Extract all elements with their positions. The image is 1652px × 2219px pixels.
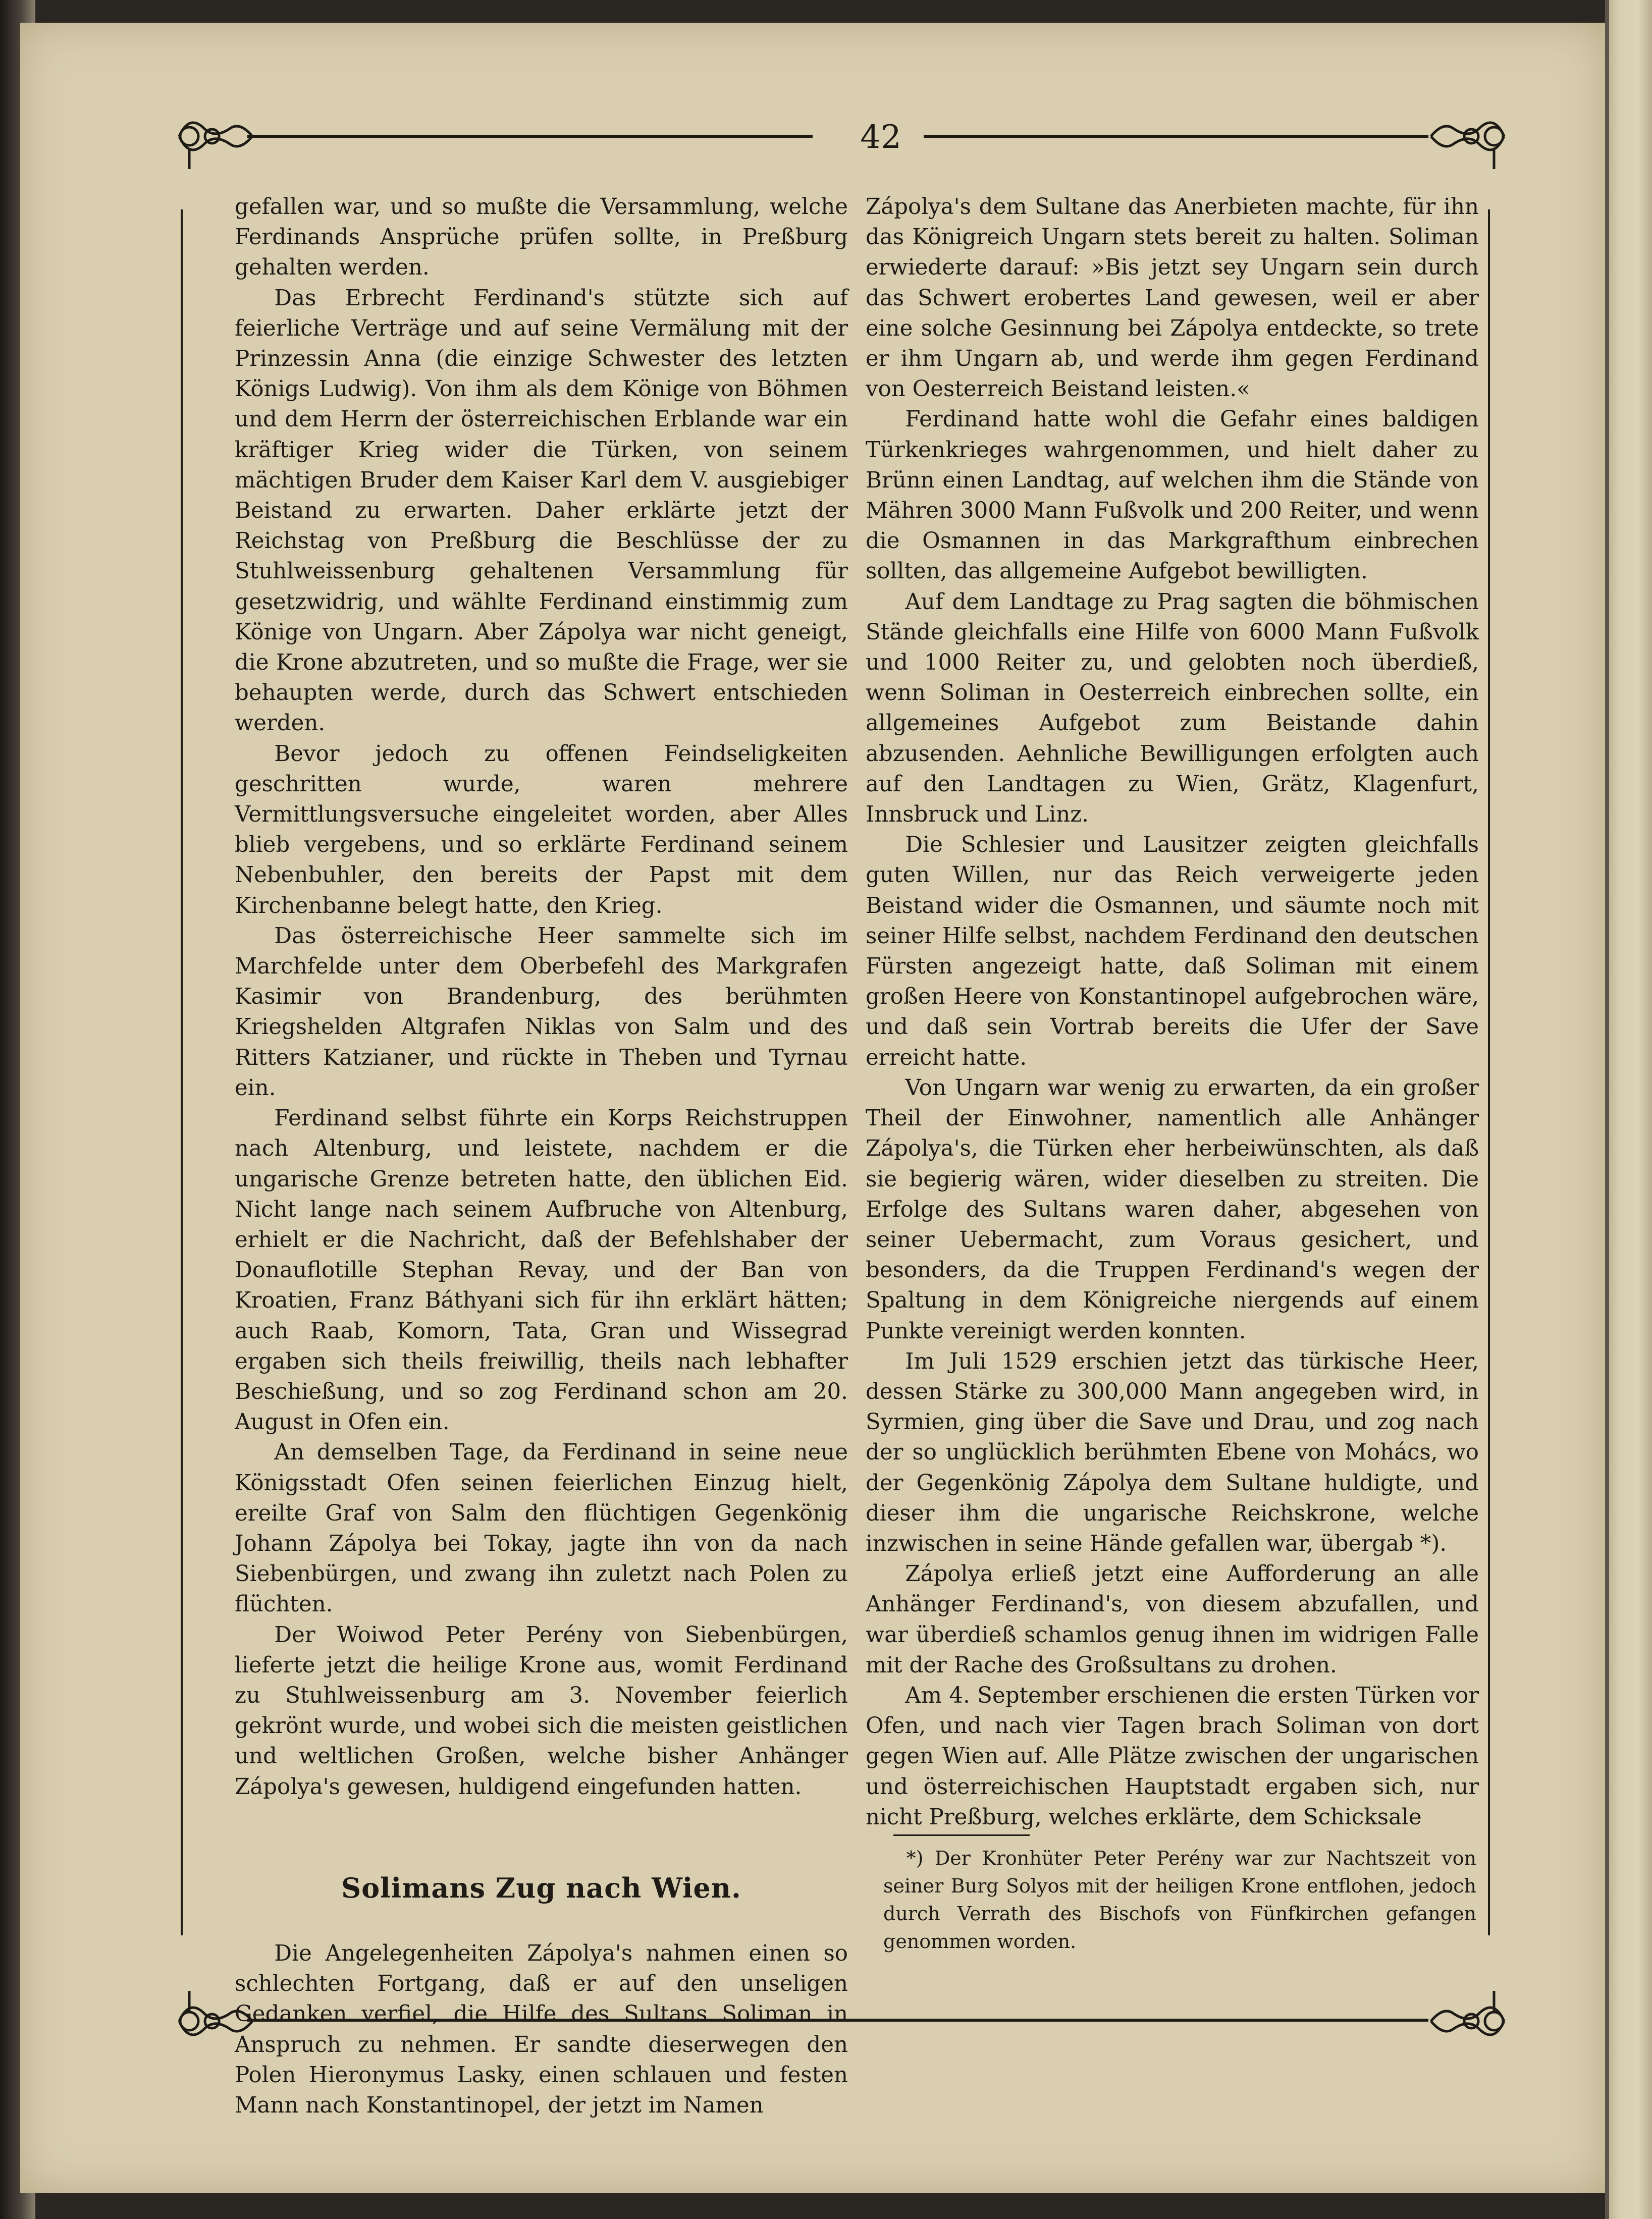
paragraph: Am 4. September erschienen die ersten Türken vor Ofen, und nach vier Tagen brach Soliman von dort gegen Wien auf. Alle Plätze zwischen der ungarischen und österreichischen Hauptstadt ergaben sich, nur nicht Preßburg, welches erklärte, dem Schicksale <box>866 1683 1479 1830</box>
paragraph: Zápolya's dem Sultane das Anerbieten machte, für ihn das Königreich Ungarn stets bereit zu halten. Soliman erwiederte darauf: »Bis jetzt sey Ungarn sein durch das Schwert erobertes Land gewesen, weil er aber eine solche Gesinnung bei Zápolya entdeckte, so trete er ihm Ungarn ab, und werde ihm gegen Ferdinand von Oesterreich Beistand leisten.« <box>866 194 1479 402</box>
header-rule-right <box>924 135 1428 138</box>
paragraph: gefallen war, und so mußte die Versammlung, welche Ferdinands Ansprüche prüfen sollte, in Preßburg gehalten werden. <box>235 194 848 281</box>
corner-ornament-top-left-icon <box>174 109 255 169</box>
paragraph: Ferdinand hatte wohl die Gefahr eines baldigen Türkenkrieges wahrgenommen, und hielt daher zu Brünn einen Landtag, auf welchen ihm die Stände von Mähren 3000 Mann Fußvolk und 200 Reiter, und wenn die Osmannen in das Markgrafthum einbrechen sollten, das allgemeine Aufgebot bewilligten. <box>866 407 1479 584</box>
footnote-text: *) Der Kronhüter Peter Perény war zur Nachtszeit von seiner Burg Solyos mit der heiligen Krone entflohen, jedoch durch Verrath des Bischofs von Fünfkirchen gefangen genommen worden. <box>883 1847 1476 1953</box>
paragraph: Die Angelegenheiten Zápolya's nahmen einen so schlechten Fortgang, daß er auf den unseligen Gedanken verfiel, die Hilfe des Sultans Soliman in Anspruch zu nehmen. Er sandte dieserwegen den Polen Hieronymus Lasky, einen schlauen und festen Mann nach Konstantinopel, der jetzt im Namen <box>235 1940 848 2118</box>
paragraph: Ferdinand selbst führte ein Korps Reichstruppen nach Altenburg, und leistete, nachdem er die ungarische Grenze betreten hatte, den üblichen Eid. Nicht lange nach seinem Aufbruche von Altenburg, erhielt er die Nachricht, daß der Befehlshaber der Donauflotille Stephan Revay, und der Ban von Kroatien, Franz Báthyani sich für ihn erklärt hätten; auch Raab, Komorn, Tata, Gran und Wissegrad ergaben sich theils freiwillig, theils nach lebhafter Beschießung, und so zog Ferdinand schon am 20. August in Ofen ein. <box>235 1106 848 1435</box>
paragraph: Die Schlesier und Lausitzer zeigten gleichfalls guten Willen, nur das Reich verweigerte jeden Beistand wider die Osmannen, und säumte noch mit seiner Hilfe selbst, nachdem Ferdinand den deutschen Fürsten angezeigt hatte, daß Soliman mit einem großen Heere von Konstantinopel aufgebrochen wäre, und daß sein Vortrab bereits die Ufer der Save erreicht hatte. <box>866 832 1479 1070</box>
header-rule-left <box>247 135 813 138</box>
paragraph: An demselben Tage, da Ferdinand in seine neue Königsstadt Ofen seinen feierlichen Einzug hielt, ereilte Graf von Salm den flüchtigen Gegenkönig Johann Zápolya bei Tokay, jagte ihn von da nach Siebenbürgen, und zwang ihn zuletzt nach Polen zu flüchten. <box>235 1440 848 1617</box>
paragraph: Das österreichische Heer sammelte sich im Marchfelde unter dem Oberbefehl des Markgrafen Kasimir von Brandenburg, des berühmten Kriegshelden Altgrafen Niklas von Salm und des Ritters Katzianer, und rückte in Theben und Tyrnau ein. <box>235 923 848 1101</box>
footnote-rule <box>893 1834 1030 1836</box>
corner-ornament-bottom-right-icon <box>1428 1991 1509 2051</box>
paragraph: Zápolya erließ jetzt eine Aufforderung an alle Anhänger Ferdinand's, von diesem abzufallen, und war überdieß schamlos genug ihnen im widrigen Falle mit der Rache des Großsultans zu drohen. <box>866 1561 1479 1678</box>
book-page <box>20 23 1605 2193</box>
paragraph: Der Woiwod Peter Perény von Siebenbürgen, lieferte jetzt die heilige Krone aus, womit Ferdinand zu Stuhlweissenburg am 3. November feierlich gekrönt wurde, und wobei sich die meisten geistlichen und weltlichen Großen, welche bisher Anhänger Zápolya's gewesen, huldigend eingefunden hatten. <box>235 1622 848 1800</box>
footnote <box>883 1845 1476 1956</box>
paragraph: Das Erbrecht Ferdinand's stützte sich auf feierliche Verträge und auf seine Vermälung mit der Prinzessin Anna (die einzige Schwester des letzten Königs Ludwig). Von ihm als dem Könige von Böhmen und dem Herrn der österreichischen Erblande war ein kräftiger Krieg wider die Türken, von seinem mächtigen Bruder dem Kaiser Karl dem V. ausgiebiger Beistand zu erwarten. Daher erklärte jetzt der Reichstag von Preßburg die Beschlüsse der zu Stuhlweissenburg gehaltenen Versammlung für gesetzwidrig, und wählte Ferdinand einstimmig zum Könige von Ungarn. Aber Zápolya war nicht geneigt, die Krone abzutreten, und so mußte die Frage, wer sie behaupten werde, durch das Schwert entschieden werden. <box>235 285 848 736</box>
paragraph: Bevor jedoch zu offenen Feindseligkeiten geschritten wurde, waren mehrere Vermittlungsversuche eingeleitet worden, aber Alles blieb vergebens, und so erklärte Ferdinand seinem Nebenbuhler, den bereits der Papst mit dem Kirchenbanne belegt hatte, den Krieg. <box>235 741 848 918</box>
paragraph: Im Juli 1529 erschien jetzt das türkische Heer, dessen Stärke zu 300,000 Mann angegeben wird, in Syrmien, ging über die Save und Drau, und zog nach der so unglücklich berühmten Ebene von Mohács, wo der Gegenkönig Zápolya dem Sultane huldigte, und dieser ihm die ungarische Reichskrone, welche inzwischen in seine Hände gefallen war, übergab *). <box>866 1348 1479 1556</box>
right-column <box>866 192 1479 1832</box>
page-number: 42 <box>860 119 901 156</box>
book-page-edges-right <box>1605 0 1652 2219</box>
frame-line-right <box>1488 209 1490 1935</box>
left-column <box>235 192 848 2121</box>
paragraph: Auf dem Landtage zu Prag sagten die böhmischen Stände gleichfalls eine Hilfe von 6000 Mann Fußvolk und 1000 Reiter zu, und gelobten noch überdieß, wenn Soliman in Oesterreich einbrechen sollte, ein allgemeines Aufgebot zum Beistande dahin abzusenden. Aehnliche Bewilligungen erfolgten auch auf den Landtagen zu Wien, Grätz, Klagenfurt, Innsbruck und Linz. <box>866 589 1479 828</box>
corner-ornament-top-right-icon <box>1428 109 1509 169</box>
paragraph: Von Ungarn war wenig zu erwarten, da ein großer Theil der Einwohner, namentlich alle Anhänger Zápolya's, die Türken eher herbeiwünschten, als daß sie begierig wären, wider dieselben zu streiten. Die Erfolge des Sultans waren daher, abgesehen von seiner Uebermacht, zum Voraus gesichert, und besonders, da die Truppen Ferdinand's wegen der Spaltung in dem Königreiche niergends auf einem Punkte vereinigt werden konnten. <box>866 1075 1479 1344</box>
section-heading: Solimans Zug nach Wien. <box>341 1871 741 1904</box>
frame-line-left <box>181 209 183 1935</box>
